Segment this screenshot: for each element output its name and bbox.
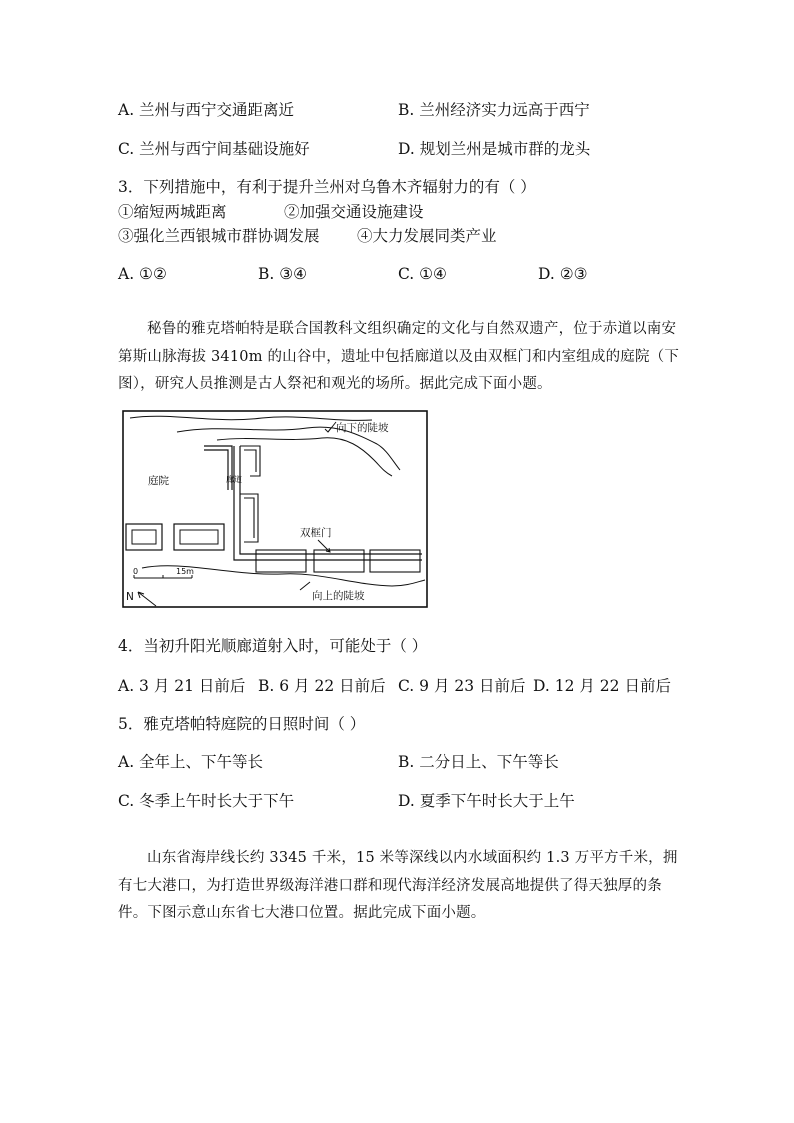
slope-up-label: 向上的陡坡 xyxy=(312,590,365,602)
q3-item-3: ③强化兰西银城市群协调发展 xyxy=(118,227,320,245)
q2-option-d: D. 规划兰州是城市群的龙头 xyxy=(398,140,591,158)
q3-option-a: A. ①② xyxy=(118,265,167,283)
q5-stem: 5．雅克塔帕特庭院的日照时间（ ） xyxy=(118,715,366,733)
scale-value: 15m xyxy=(176,567,194,576)
q4-option-d: D. 12 月 22 日前后 xyxy=(533,677,671,695)
scale-zero: 0 xyxy=(133,567,139,576)
north-label: N xyxy=(126,591,134,603)
q2-option-a: A. 兰州与西宁交通距离近 xyxy=(118,101,295,119)
double-door-label: 双框门 xyxy=(300,527,332,539)
q2-option-b: B. 兰州经济实力远高于西宁 xyxy=(398,101,590,119)
passage-shandong-ports xyxy=(118,845,683,928)
q2-option-c: C. 兰州与西宁间基础设施好 xyxy=(118,140,310,158)
q3-item-1: ①缩短两城距离 xyxy=(118,203,227,221)
q5-option-b: B. 二分日上、下午等长 xyxy=(398,753,559,771)
slope-down-label: 向下的陡坡 xyxy=(336,422,389,434)
q4-option-b: B. 6 月 22 日前后 xyxy=(258,677,386,695)
q5-option-d: D. 夏季下午时长大于上午 xyxy=(398,792,575,810)
site-map xyxy=(122,410,428,608)
q3-item-4: ④大力发展同类产业 xyxy=(357,227,497,245)
q4-option-a: A. 3 月 21 日前后 xyxy=(118,677,246,695)
q5-option-a: A. 全年上、下午等长 xyxy=(118,753,264,771)
q3-item-2: ②加强交通设施建设 xyxy=(284,203,424,221)
q4-option-c: C. 9 月 23 日前后 xyxy=(398,677,526,695)
q3-option-b: B. ③④ xyxy=(258,265,308,283)
q4-stem: 4．当初升阳光顺廊道射入时，可能处于（ ） xyxy=(118,637,428,655)
q5-option-c: C. 冬季上午时长大于下午 xyxy=(118,792,295,810)
courtyard-label: 庭院 xyxy=(148,475,169,487)
passage-shandong-ports-text: 山东省海岸线长约 3345 千米，15 米等深线以内水域面积约 1.3 万平方千米，拥有七大港口，为打造世界级海洋港口群和现代海洋经济发展高地提供了得天独厚的条件。下图示意山东省七大港口位置。据此完成下面小题。 xyxy=(118,850,678,921)
passage-yaktapat-text: 秘鲁的雅克塔帕特是联合国教科文组织确定的文化与自然双遗产，位于赤道以南安第斯山脉海拔 3410m 的山谷中，遗址中包括廊道以及由双框门和内室组成的庭院（下图），研究人员推测是古人祭祀和观光的场所。据此完成下面小题。 xyxy=(118,321,680,392)
site-map-figure xyxy=(122,410,428,608)
passage-yaktapat xyxy=(118,316,683,399)
q3-stem: 3．下列措施中，有利于提升兰州对乌鲁木齐辐射力的有（ ） xyxy=(118,178,536,196)
q3-option-c: C. ①④ xyxy=(398,265,447,283)
corridor-label: 廊道 xyxy=(226,475,242,484)
q3-option-d: D. ②③ xyxy=(538,265,588,283)
